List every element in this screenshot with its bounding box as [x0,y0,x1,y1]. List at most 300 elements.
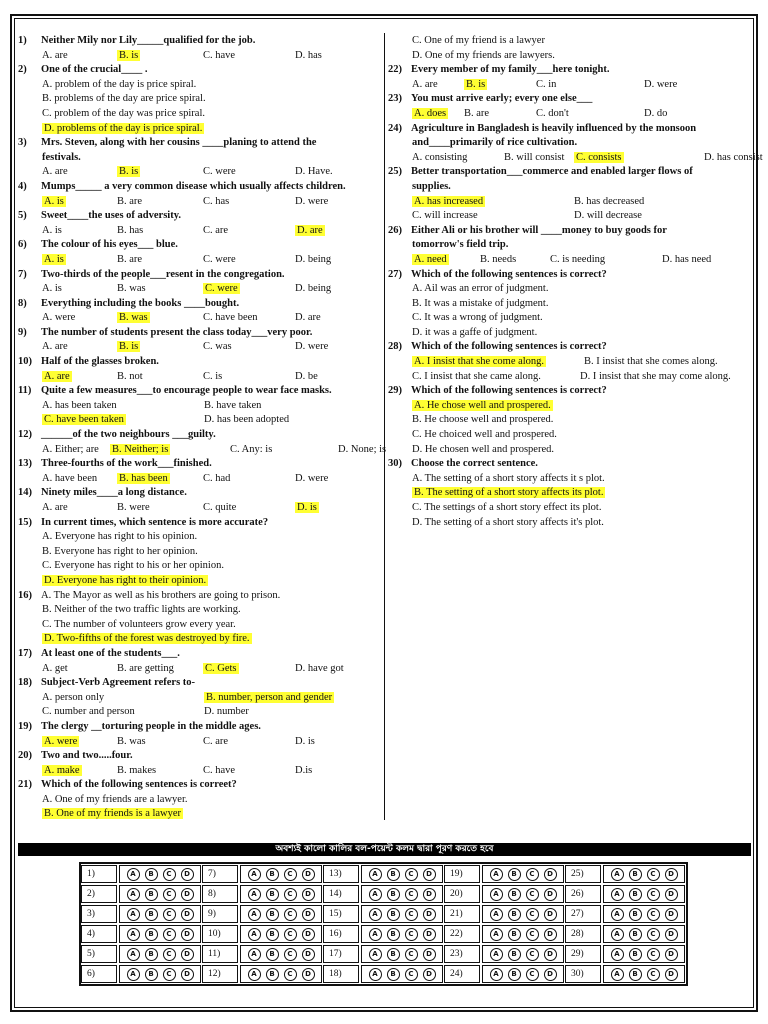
option-a [412,78,464,93]
option-text: A. consisting [412,151,468,163]
answer-bubble-c[interactable]: C [526,928,539,941]
answer-bubble-c[interactable]: C [647,888,660,901]
option-c [203,501,295,516]
omr-cell [323,865,444,883]
omr-bubble-group [119,885,201,903]
answer-bubble-a[interactable]: A [248,948,261,961]
omr-cell [81,965,202,983]
answer-bubble-a[interactable]: A [127,908,140,921]
answer-bubble-a[interactable]: A [127,928,140,941]
option-d [412,326,750,341]
option-text: C. is needing [550,253,606,265]
answer-bubble-d[interactable]: D [302,968,315,981]
answer-bubble-c[interactable]: C [405,968,418,981]
option-text: C. have [203,49,236,61]
option-b [464,78,536,93]
answer-bubble-d[interactable]: D [302,948,315,961]
option-text: D. I insist that she may come along. [580,370,731,382]
option-text: A. are [42,49,68,61]
question-text: Ninety miles____a long distance. [41,487,187,499]
question-number: 28) [388,341,402,353]
answer-bubble-b[interactable]: B [629,868,642,881]
answer-bubble-b[interactable]: B [145,968,158,981]
options [18,49,380,64]
options [18,311,380,326]
omr-bubble-group [240,905,322,923]
answer-bubble-b[interactable]: B [629,888,642,901]
answer-bubble-b[interactable]: B [508,908,521,921]
answer-bubble-a[interactable]: A [127,968,140,981]
answer-bubble-b[interactable]: B [266,968,279,981]
option-a [42,764,117,779]
answer-bubble-a[interactable]: A [127,888,140,901]
answer-bubble-d[interactable]: D [544,928,557,941]
answer-bubble-c[interactable]: C [284,928,297,941]
question-text: Subject-Verb Agreement refers to- [41,677,196,689]
option-a [42,603,380,618]
option-c [42,413,204,428]
question-text-cont: festivals. [42,151,81,163]
answer-bubble-a[interactable]: A [369,928,382,941]
highlighted-answer: B. Neither; is [112,443,169,455]
question-number: 27) [388,268,402,280]
option-a [42,691,204,706]
option-a [42,501,117,516]
option-c [42,632,380,647]
option-text: D. were [295,472,329,484]
question-text: ______of the two neighbours ___guilty. [41,429,216,441]
option-d [295,224,390,239]
question-20 [18,749,380,778]
answer-bubble-b[interactable]: B [508,968,521,981]
option-text: D. were [295,341,329,353]
omr-question-number: 16) [323,925,359,943]
option-c [412,311,750,326]
answer-bubble-b[interactable]: B [145,888,158,901]
answer-bubble-c[interactable]: C [284,968,297,981]
answer-bubble-d[interactable]: D [544,948,557,961]
option-c [574,151,704,166]
option-text: D.is [295,764,313,776]
answer-bubble-c[interactable]: C [405,928,418,941]
question-number: 20) [18,750,32,762]
option-text: D. is [295,735,315,747]
omr-bubble-group [482,925,564,943]
question-text-cont: supplies. [412,180,451,192]
question-number: 25) [388,166,402,178]
option-d [295,195,390,210]
option-text: C. Any: is [230,443,273,455]
options [18,282,380,297]
option-d [295,472,390,487]
question-stem [18,457,380,472]
question-13 [18,457,380,486]
option-a [42,224,117,239]
omr-cell [444,925,565,943]
answer-bubble-c[interactable]: C [163,928,176,941]
option-d [204,705,374,720]
answer-bubble-a[interactable]: A [369,888,382,901]
option-a [42,78,380,93]
answer-bubble-b[interactable]: B [629,948,642,961]
answer-bubble-b[interactable]: B [629,908,642,921]
answer-bubble-a[interactable]: A [369,868,382,881]
option-d [295,662,390,677]
question-22 [388,63,750,92]
omr-bubble-group [240,885,322,903]
answer-bubble-a[interactable]: A [490,968,503,981]
answer-bubble-c[interactable]: C [405,948,418,961]
question-23 [388,92,750,121]
omr-question-number: 17) [323,945,359,963]
answer-bubble-a[interactable]: A [369,908,382,921]
question-number: 6) [18,239,27,251]
question-stem [18,326,380,341]
omr-bubble-group [119,945,201,963]
omr-cell [565,865,686,883]
option-text: A. get [42,662,68,674]
answer-bubble-b[interactable]: B [266,868,279,881]
option-b [117,49,203,64]
option-b [117,253,203,268]
answer-bubble-d[interactable]: D [665,888,678,901]
answer-bubble-d[interactable]: D [423,948,436,961]
answer-bubble-a[interactable]: A [611,888,624,901]
answer-bubble-b[interactable]: B [266,888,279,901]
option-text: A. person only [42,691,105,703]
option-text: D. number [204,706,249,718]
option-text: C. in [536,78,557,90]
option-a [42,443,110,458]
answer-bubble-a[interactable]: A [248,888,261,901]
answer-bubble-a[interactable]: A [248,868,261,881]
answer-bubble-c[interactable]: C [163,948,176,961]
answer-bubble-d[interactable]: D [665,908,678,921]
answer-bubble-a[interactable]: A [248,928,261,941]
omr-cell [81,905,202,923]
omr-bubble-group [361,865,443,883]
answer-bubble-b[interactable]: B [387,908,400,921]
option-text: A. were [42,312,76,324]
answer-bubble-c[interactable]: C [284,948,297,961]
option-a [42,340,117,355]
answer-bubble-b[interactable]: B [387,948,400,961]
question-text-cont: tomorrow's field trip. [412,239,509,251]
answer-bubble-c[interactable]: C [647,928,660,941]
answer-bubble-a[interactable]: A [611,868,624,881]
option-b [117,501,203,516]
answer-bubble-b[interactable]: B [266,928,279,941]
answer-bubble-b[interactable]: B [629,968,642,981]
answer-bubble-d[interactable]: D [665,868,678,881]
option-text: D. He chosen well and prospered. [412,443,554,455]
answer-bubble-c[interactable]: C [647,948,660,961]
question-text: Which of the following sentences is correet? [41,779,237,791]
answer-bubble-a[interactable]: A [490,868,503,881]
answer-bubble-c[interactable]: C [526,868,539,881]
answer-bubble-b[interactable]: B [266,948,279,961]
option-b [584,355,768,370]
answer-bubble-a[interactable]: A [611,908,624,921]
question-7 [18,268,380,297]
answer-bubble-a[interactable]: A [127,948,140,961]
question-28 [388,340,750,384]
omr-question-number: 30) [565,965,601,983]
answer-bubble-b[interactable]: B [387,868,400,881]
option-b [42,92,380,107]
question-19 [18,720,380,749]
option-d [412,443,750,458]
option-text: A. are [412,78,438,90]
answer-bubble-c[interactable]: C [647,868,660,881]
question-10 [18,355,380,384]
answer-bubble-b[interactable]: B [387,928,400,941]
answer-bubble-c[interactable]: C [163,868,176,881]
answer-bubble-c[interactable]: C [526,888,539,901]
answer-bubble-b[interactable]: B [145,908,158,921]
question-29 [388,384,750,457]
option-a [42,282,117,297]
omr-bubble-group [482,945,564,963]
omr-question-number: 24) [444,965,480,983]
question-stem [18,428,380,443]
question-stem [388,92,750,107]
answer-bubble-c[interactable]: C [647,908,660,921]
q21-continued-options [388,34,750,63]
question-stem [388,457,750,472]
omr-question-number: 8) [202,885,238,903]
answer-bubble-b[interactable]: B [266,908,279,921]
answer-bubble-a[interactable]: A [611,968,624,981]
answer-bubble-d[interactable]: D [423,908,436,921]
answer-bubble-d[interactable]: D [544,868,557,881]
answer-bubble-b[interactable]: B [508,948,521,961]
answer-bubble-b[interactable]: B [145,928,158,941]
answer-bubble-d[interactable]: D [181,888,194,901]
answer-bubble-c[interactable]: C [163,888,176,901]
answer-bubble-c[interactable]: C [405,868,418,881]
option-text: D. were [644,78,678,90]
answer-bubble-c[interactable]: C [526,948,539,961]
option-text: D. were [295,195,329,207]
answer-bubble-d[interactable]: D [423,888,436,901]
highlighted-answer: A. I insist that she come along. [414,356,545,368]
answer-bubble-a[interactable]: A [611,948,624,961]
option-text: A. problem of the day is price spiral. [42,78,197,90]
answer-bubble-a[interactable]: A [490,908,503,921]
option-c [550,253,662,268]
option-text: D. have got [295,662,344,674]
omr-question-number: 26) [565,885,601,903]
answer-bubble-d[interactable]: D [181,908,194,921]
answer-bubble-a[interactable]: A [490,928,503,941]
question-number: 19) [18,720,32,732]
question-2 [18,63,380,136]
question-27 [388,268,750,341]
answer-bubble-a[interactable]: A [369,948,382,961]
question-number: 16) [18,589,32,601]
answer-bubble-b[interactable]: B [145,868,158,881]
highlighted-answer: C. were [205,283,238,295]
highlighted-answer: A. are [44,370,70,382]
answer-bubble-b[interactable]: B [508,868,521,881]
option-d [662,253,742,268]
question-stem [18,676,380,691]
options [18,253,380,268]
option-c [203,370,295,385]
option-c [203,340,295,355]
options [18,165,380,180]
question-number: 3) [18,137,27,149]
answer-bubble-d[interactable]: D [181,928,194,941]
answer-bubble-a[interactable]: A [248,908,261,921]
answer-bubble-d[interactable]: D [181,968,194,981]
answer-bubble-d[interactable]: D [544,908,557,921]
question-4 [18,180,380,209]
option-b [117,370,203,385]
question-text: The colour of his eyes___ blue. [41,239,178,251]
answer-bubble-d[interactable]: D [423,928,436,941]
answer-bubble-d[interactable]: D [302,928,315,941]
omr-bubble-group [240,865,322,883]
option-text: B. are [464,107,490,119]
omr-question-number: 29) [565,945,601,963]
option-a [42,311,117,326]
question-stem [18,209,380,224]
options [388,151,763,166]
options-row [388,355,750,370]
answer-bubble-b[interactable]: B [629,928,642,941]
option-text: A. is [42,283,62,295]
omr-cell [323,905,444,923]
answer-bubble-a[interactable]: A [248,968,261,981]
omr-question-number: 18) [323,965,359,983]
answer-bubble-b[interactable]: B [508,888,521,901]
answer-bubble-a[interactable]: A [611,928,624,941]
omr-question-number: 13) [323,865,359,883]
answer-bubble-c[interactable]: C [526,908,539,921]
omr-question-number: 5) [81,945,117,963]
option-d [704,151,768,166]
option-d [574,209,744,224]
option-text: D. being [295,283,332,295]
answer-bubble-d[interactable]: D [665,928,678,941]
answer-bubble-b[interactable]: B [508,928,521,941]
answer-bubble-d[interactable]: D [665,948,678,961]
answer-bubble-c[interactable]: C [284,908,297,921]
answer-bubble-d[interactable]: D [423,868,436,881]
option-d [295,311,390,326]
question-text: You must arrive early; every one else___ [411,93,593,105]
option-b [204,399,374,414]
question-stem [18,34,380,49]
answer-bubble-d[interactable]: D [544,968,557,981]
options [18,735,380,750]
question-stem [18,486,380,501]
option-b [117,735,203,750]
option-text: C. He choiced well and prospered. [412,429,557,441]
answer-bubble-c[interactable]: C [284,868,297,881]
answer-bubble-d[interactable]: D [181,948,194,961]
answer-bubble-d[interactable]: D [302,908,315,921]
question-text: Which of the following sentences is correct? [411,268,607,280]
omr-bubble-group [482,965,564,983]
option-a [42,735,117,750]
options [18,662,380,677]
options [388,399,750,457]
question-text: At least one of the students___. [41,647,180,659]
omr-question-number: 9) [202,905,238,923]
omr-cell [565,905,686,923]
answer-bubble-a[interactable]: A [490,948,503,961]
answer-bubble-d[interactable]: D [181,868,194,881]
answer-bubble-a[interactable]: A [369,968,382,981]
omr-question-number: 14) [323,885,359,903]
highlighted-answer: C. Gets [205,662,237,674]
omr-bubble-group [119,865,201,883]
answer-bubble-c[interactable]: C [284,888,297,901]
option-b [117,662,203,677]
question-1 [18,34,380,63]
option-text: C. number and person [42,706,135,718]
question-number: 15) [18,516,32,528]
option-text: D. do [644,107,668,119]
option-text: D. has [295,49,322,61]
question-stem [18,180,380,195]
options [18,603,380,647]
question-text: Sweet____the uses of adversity. [41,210,181,222]
answer-bubble-c[interactable]: C [526,968,539,981]
answer-bubble-b[interactable]: B [387,968,400,981]
question-stem [388,384,750,399]
question-stem [18,268,380,283]
highlighted-answer: C. have been taken [44,414,124,426]
answer-bubble-d[interactable]: D [423,968,436,981]
omr-cell [323,885,444,903]
options [18,472,380,487]
omr-question-number: 20) [444,885,480,903]
option-a [412,253,480,268]
answer-bubble-a[interactable]: A [127,868,140,881]
answer-bubble-d[interactable]: D [665,968,678,981]
option-text: A. are [42,502,68,513]
options [18,370,380,385]
question-number: 23) [388,93,402,105]
option-text: B. have taken [204,399,262,411]
question-5 [18,209,380,238]
answer-bubble-a[interactable]: A [490,888,503,901]
option-d [412,49,750,64]
answer-bubble-b[interactable]: B [145,948,158,961]
answer-bubble-c[interactable]: C [163,908,176,921]
answer-bubble-b[interactable]: B [387,888,400,901]
answer-bubble-c[interactable]: C [647,968,660,981]
option-text: A. The setting of a short story affects it s plot. [412,472,605,484]
option-b [117,340,203,355]
question-stem [388,63,750,78]
omr-bubble-group [361,885,443,903]
answer-bubble-c[interactable]: C [405,908,418,921]
question-text: Choose the correct sentence. [411,458,538,470]
answer-bubble-d[interactable]: D [302,868,315,881]
option-text: A. are [42,341,68,353]
answer-bubble-c[interactable]: C [405,888,418,901]
answer-bubble-d[interactable]: D [302,888,315,901]
answer-bubble-d[interactable]: D [544,888,557,901]
options [18,443,387,458]
question-9 [18,326,380,355]
answer-bubble-c[interactable]: C [163,968,176,981]
